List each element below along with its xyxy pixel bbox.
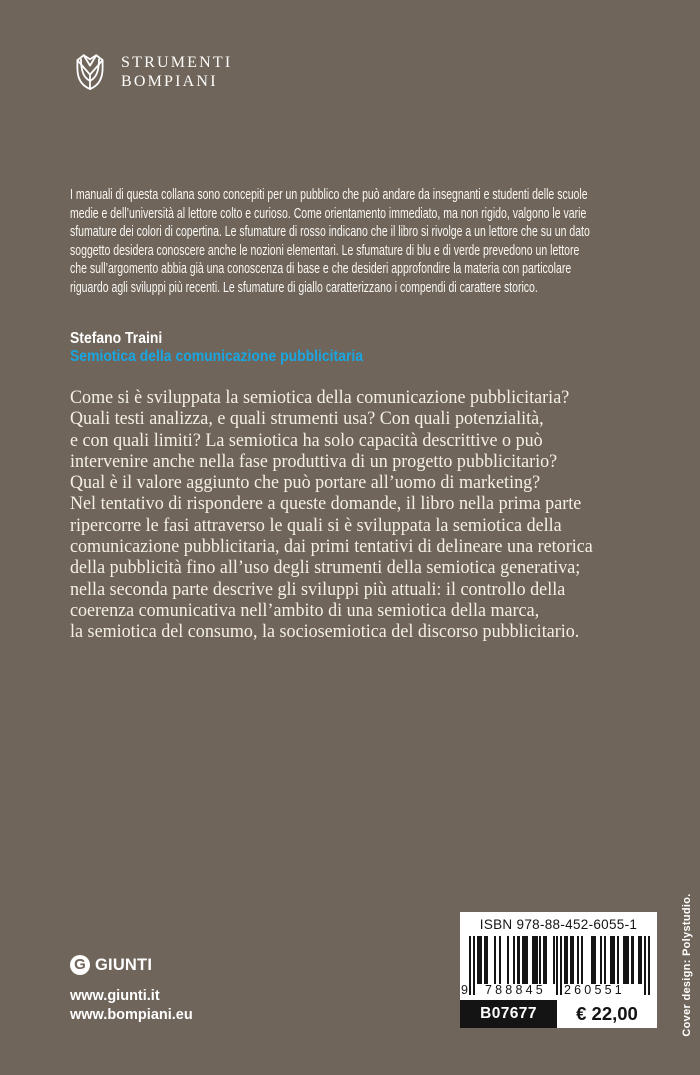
synopsis-line: nella seconda parte descrive gli sviluppi più attuali: il controllo della [70,578,566,600]
collana-note-line: che sull’argomento abbia già una conoscenza di base e che desideri approfondire la materia con particolare [70,261,572,278]
ean-right-digits: 260551 [564,983,625,997]
giunti-wordmark: GIUNTI [95,955,153,974]
collana-note-line: sfumature dei colori di copertina. Le sfumature di rosso indicano che il libro si rivolge a un lettore che su un dato [70,224,590,241]
collana-note-line: medie e dell’università al lettore colto e curioso. Come orientamento immediato, ma non rigido, valgono le varie [70,205,587,222]
author-name: Stefano Traini [70,330,163,347]
collana-note [70,186,700,298]
synopsis-line: Nel tentativo di rispondere a queste domande, il libro nella prima parte [70,493,582,515]
cover-design-credit: Cover design: Polystudio. [681,893,693,1037]
synopsis-line: Quali testi analizza, e quali strumenti usa? Con quali potenzialità, [70,408,544,430]
website-bompiani: www.bompiani.eu [70,1006,193,1023]
barcode-block [460,912,657,1000]
synopsis-line: della pubblicità fino all’uso degli strumenti della semiotica generativa; [70,557,581,579]
website-giunti: www.giunti.it [70,988,160,1004]
book-title: Semiotica della comunicazione pubblicitaria [70,348,364,365]
synopsis-line: e con quali limiti? La semiotica ha solo capacità descrittive o può [70,429,543,451]
synopsis-line: comunicazione pubblicitaria, dai primi tentativi di delineare una retorica [70,536,593,558]
synopsis-line: coerenza comunicativa nell’ambito di una semiotica della marca, [70,599,540,621]
ean-left-digits: 788845 [485,983,546,997]
bompiani-crest-icon [72,51,108,91]
synopsis-line: Come si è sviluppata la semiotica della comunicazione pubblicitaria? [70,387,570,408]
isbn-label: ISBN 978-88-452-6055-1 [479,917,638,932]
synopsis [70,387,620,643]
collana-note-line: I manuali di questa collana sono concepiti per un pubblico che può andare da insegnanti e studenti delle scuole [70,187,588,203]
synopsis-line: la semiotica del consumo, la sociosemiotica del discorso pubblicitario. [70,621,580,643]
giunti-logo-icon [70,955,90,975]
synopsis-line: intervenire anche nella fase produttiva di un progetto pubblicitario? [70,450,558,472]
ean-first-digit: 9 [461,983,468,997]
price: € 22,00 [557,1000,657,1028]
series-wordmark [121,53,232,91]
giunti-initial: G [74,956,86,973]
synopsis-line: Qual è il valore aggiunto che può portare all’uomo di marketing? [70,472,541,494]
synopsis-line: ripercorre le fasi attraverso le quali si è sviluppata la semiotica della [70,514,562,536]
publisher-websites [70,987,193,1024]
series-line-1: STRUMENTI [121,54,233,71]
series-line-2: BOMPIANI [121,73,218,90]
collana-note-line: soggetto desidera conoscere anche le nozioni elementari. Le sfumature di blu e di verde prevedono un lettore [70,242,580,259]
collana-note-line: riguardo agli sviluppi più recenti. Le sfumature di giallo caratterizzano i compendi di carattere storico. [70,279,538,296]
product-code: B07677 [460,1000,557,1028]
giunti-logo [70,955,152,975]
